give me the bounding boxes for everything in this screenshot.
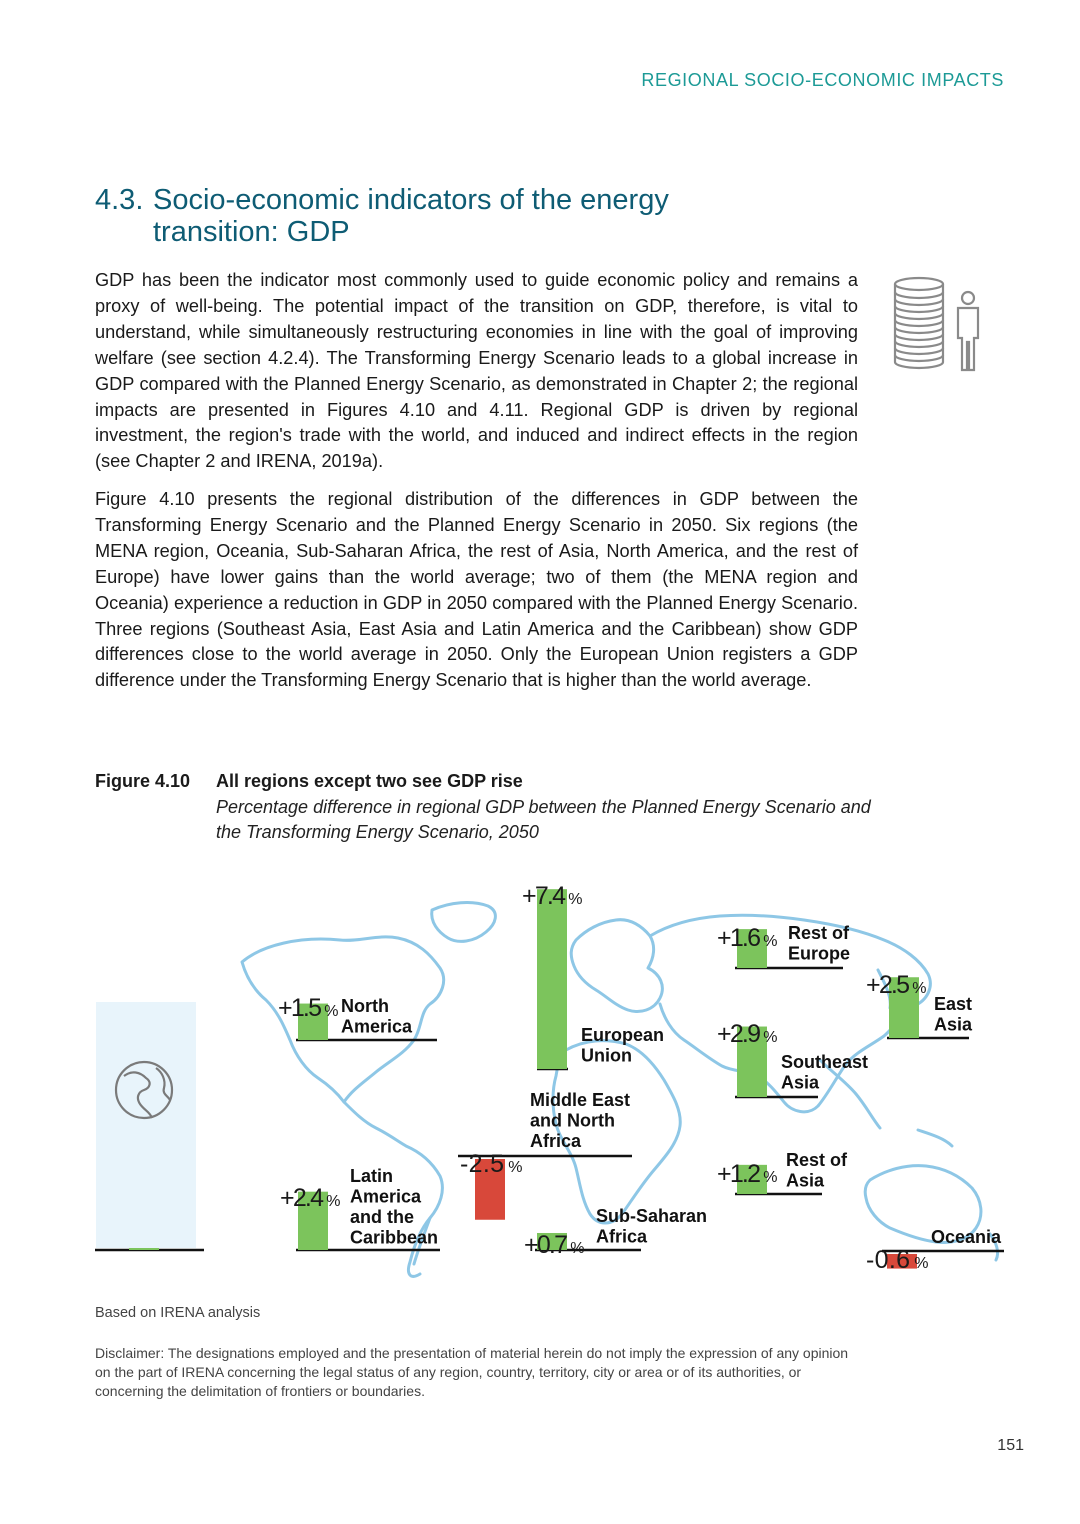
value-label-oceania: -0.6 % (866, 1246, 929, 1274)
figure-source: Based on IRENA analysis (95, 1305, 261, 1321)
region-label-sub-saharan-africa: Sub-Saharan Africa (596, 1206, 708, 1247)
region-label-middle-east-and-north-africa: Middle East and North Africa (530, 1090, 631, 1151)
value-label-european-union: +7.4 % (522, 882, 583, 910)
body-paragraph-1: GDP has been the indicator most commonly used to guide economic policy and remains a proxy of well-being. The potential impact of the transition on GDP, therefore, is vital to understand, while simultaneously restructuring economies in line with the goal of improving welfare (see section 4.2.4). The Transforming Energy Scenario leads to a global increase in GDP compared with the Planned Energy Scenario, as demonstrated in Chapter 2; the regional impacts are presented in Figures 4.10 and 4.11. Regional GDP is driven by regional investment, the region's trade with the world, and induced and indirect effects in the region (see Chapter 2 and IRENA, 2019a). (95, 270, 858, 472)
value-label-latin-america-and-the-caribbean: +2.4 % (280, 1184, 341, 1212)
region-label-southeast-asia: Southeast Asia (781, 1052, 869, 1093)
region-label-north-america: North America (341, 996, 413, 1037)
region-label-latin-america-and-the-caribbean: Latin America and the Caribbean (350, 1166, 439, 1248)
figure-title: All regions except two see GDP rise (216, 771, 523, 791)
value-label-rest-of-europe: +1.6 % (717, 924, 778, 952)
region-label-east-asia: East Asia (934, 994, 973, 1035)
region-label-rest-of-asia: Rest of Asia (786, 1150, 848, 1191)
running-head: REGIONAL SOCIO-ECONOMIC IMPACTS (641, 70, 1004, 90)
section-title (95, 184, 795, 248)
value-label-north-america: +1.5 % (278, 994, 339, 1022)
bar-european-union (537, 889, 567, 1069)
figure-disclaimer: Disclaimer: The designations employed and the presentation of material herein do not imply the expression of any opinion on the part of IRENA concerning the legal status of any region, country, territory, city or area or of its authorities, or concerning the delimitation of frontiers or boundaries. (95, 1345, 849, 1399)
body-paragraph-2: Figure 4.10 presents the regional distribution of the differences in GDP between the Transforming Energy Scenario and the Planned Energy Scenario in 2050. Six regions (the MENA region, Oceania, Sub-Saharan Africa, the rest of Asia, North America, and the rest of Europe) have lower gains than the world average; two of them (the MENA region and Oceania) experience a reduction in GDP in 2050 compared with the Planned Energy Scenario. Three regions (Southeast Asia, East Asia and Latin America and the Caribbean) show GDP differences close to the world average in 2050. Only the European Union registers a GDP difference under the Transforming Energy Scenario that is higher than the world average. (95, 489, 858, 691)
value-label-middle-east-and-north-africa: -2.5 % (460, 1150, 523, 1178)
region-label-rest-of-europe: Rest of Europe (788, 923, 851, 964)
value-label-sub-saharan-africa: +0.7 % (524, 1231, 585, 1259)
section-title-line1: Socio-economic indicators of the energy (153, 184, 669, 216)
page-number: 151 (997, 1437, 1024, 1454)
value-label-east-asia: +2.5 % (866, 971, 927, 999)
region-label-oceania: Oceania (931, 1227, 1002, 1247)
section-number: 4.3. (95, 184, 144, 216)
value-label-southeast-asia: +2.9 % (717, 1020, 778, 1048)
figure-subtitle: Percentage difference in regional GDP between the Planned Energy Scenario and the Transforming Energy Scenario, 2050 (216, 797, 871, 842)
region-label-european-union: European Union (581, 1025, 665, 1066)
figure-number: Figure 4.10 (95, 771, 191, 791)
value-label-rest-of-asia: +1.2 % (717, 1160, 778, 1188)
coin-stack-person-icon (888, 276, 988, 376)
gdp-region-chart (0, 850, 1080, 1290)
section-title-line2: transition: GDP (153, 216, 350, 248)
global-panel (96, 1002, 196, 1248)
